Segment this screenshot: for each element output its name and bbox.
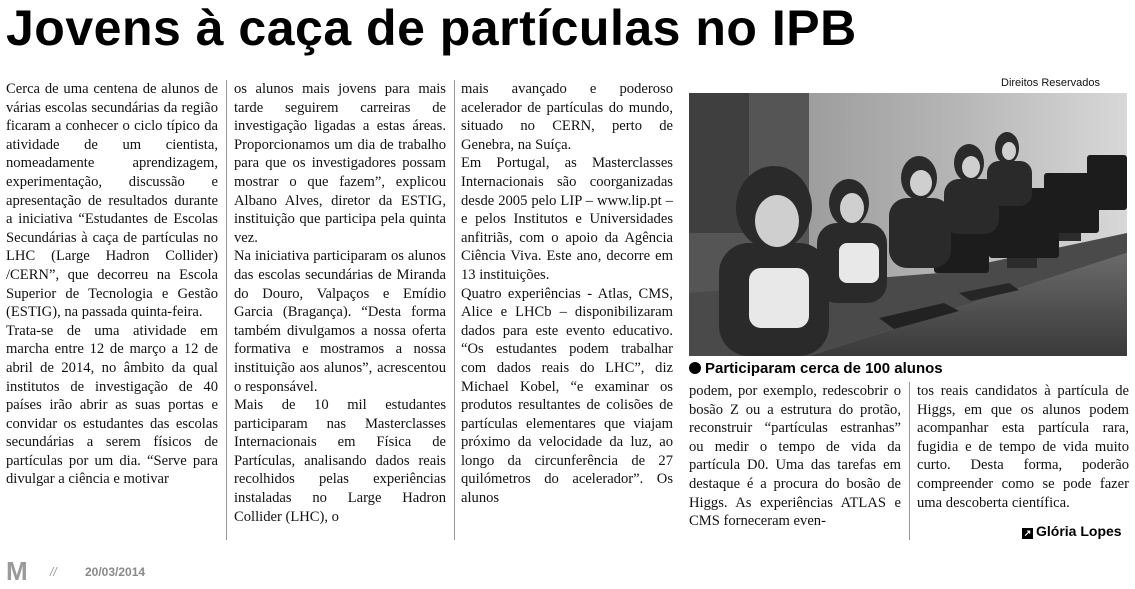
paragraph: mais avançado e poderoso acelerador de partículas do mundo, situado no CERN, perto de Genebra, na Suíça. — [461, 81, 673, 153]
paragraph: os alunos mais jovens para mais tarde seguirem carreiras de investigação ligadas a estas áreas. Proporcionamos um dia de trabalho para que os investigadores possam mostrar o que fazem”, explicou Albano Alves, diretor da ESTIG, instituição que participa pela quinta vez. — [234, 81, 446, 246]
article-column-1 — [6, 80, 218, 489]
author-byline — [1022, 523, 1122, 539]
article-column-2 — [234, 80, 446, 526]
photo-caption — [689, 360, 1129, 378]
paragraph: Em Portugal, as Masterclasses Internacionais são coorganizadas desde 2005 pelo LIP – www.lip.pt – e pelos Institutos e Universidades anfitriãs, com o apoio da Agência Ciência Viva. Este ano, decorre em 13 instituições. — [461, 155, 673, 283]
paragraph: Trata-se de uma atividade em marcha entre 12 de março a 12 de abril de 2014, no âmbito da qual institutos de investigação de 40 países irão abrir as suas portas e convidar os estudantes das escolas secundárias a serem físicos de partículas por um dia. “Serve para divulgar a ciência e motivar — [6, 322, 218, 488]
article-photo — [689, 93, 1127, 356]
column-divider — [454, 80, 455, 540]
author-name: Glória Lopes — [1036, 523, 1122, 539]
photo-credit: Direitos Reservados — [1001, 77, 1101, 89]
footer-separator: // — [50, 565, 57, 579]
column-divider — [909, 382, 910, 540]
paragraph: Quatro experiências - Atlas, CMS, Alice e LHCb – disponibilizaram dados para este evento educativo. “Os estudantes podem trabalhar com dados reais do LHC”, diz Michael Kobel, “e examinar os produtos resultantes de colisões de partículas elementares que viajam próximo da velocidade da luz, ao longo da circunferência de 27 quilómetros do acelerador”. Os alunos — [461, 285, 673, 507]
article-column-4 — [689, 382, 901, 531]
bullet-icon — [689, 362, 701, 374]
publication-date: 20/03/2014 — [85, 565, 146, 579]
paragraph: podem, por exemplo, redescobrir o bosão Z ou a estrutura do protão, reconstruir “partículas estranhas” ou medir o tempo de vida da partícula D0. Uma das tarefas em destaque é a procura do bosão de Higgs. As experiências ATLAS e CMS forneceram even- — [689, 383, 901, 530]
paragraph: tos reais candidatos à partícula de Higgs, em que os alunos podem acompanhar esta partícula rara, fugidia e de tempo de vida muito curto. Desta forma, poderão compreender como se pode fazer uma descoberta científica. — [917, 383, 1129, 511]
arrow-icon: ↗ — [1023, 528, 1032, 538]
article-column-5 — [917, 382, 1129, 512]
article-headline: Jovens à caça de partículas no IPB — [6, 0, 857, 56]
paragraph: Na iniciativa participaram os alunos das escolas secundárias de Miranda do Douro, Valpaços e Emídio Garcia (Bragança). “Desta forma também divulgamos a nossa oferta formativa e mostramos a nossa instituição aos alunos”, acrescentou o responsável. — [234, 248, 446, 395]
publication-logo: M — [6, 556, 28, 586]
column-divider — [226, 80, 227, 540]
caption-text: Participaram cerca de 100 alunos — [705, 360, 943, 377]
paragraph: Mais de 10 mil estudantes participaram nas Masterclasses Internacionais em Física de Partículas, analisando dados reais recolhidos pelas experiências instaladas no Large Hadron Collider (LHC), o — [234, 397, 446, 525]
article-column-3 — [461, 80, 673, 508]
paragraph: Cerca de uma centena de alunos de várias escolas secundárias da região ficaram a conhecer o ciclo típico da atividade de um cientista, nomeadamente aprendizagem, experimentação, discussão e apresentação de resultados durante a iniciativa “Estudantes de Escolas Secundárias à caça de partículas no LHC (Large Hadron Collider) /CERN”, que decorreu na Escola Superior de Tecnologia e Gestão (ESTIG), na passada quinta-feira. — [6, 81, 218, 321]
